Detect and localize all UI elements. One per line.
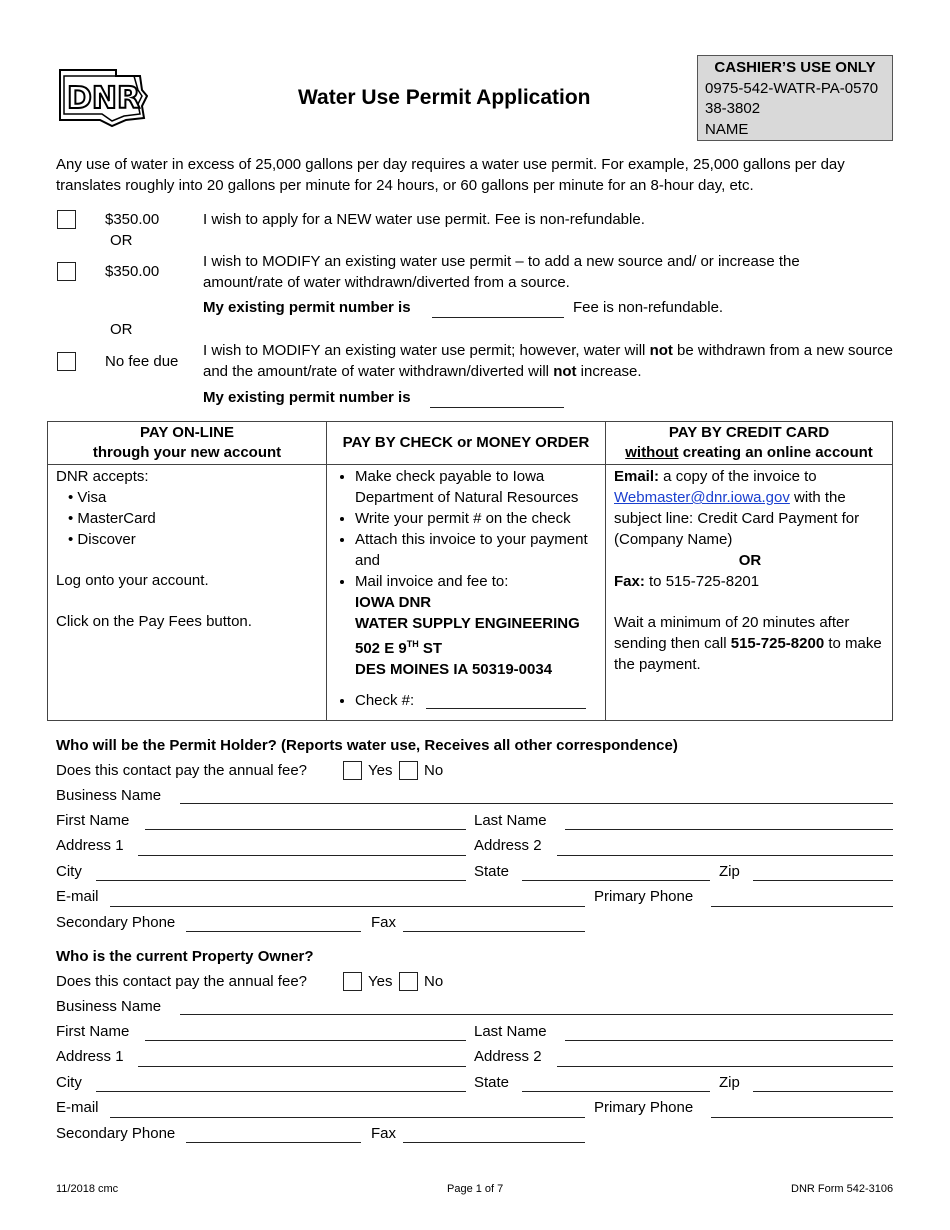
card-fax: Fax: to 515-725-8201 [614, 573, 760, 590]
ph-state-field[interactable] [522, 880, 710, 881]
card-mastercard: • MasterCard [68, 510, 156, 527]
po-email-label: E-mail [56, 1099, 99, 1116]
ph-fee-yes-checkbox[interactable] [343, 761, 362, 780]
ph-primary-phone-label: Primary Phone [594, 888, 694, 905]
new-permit-fee: $350.00 [105, 211, 160, 228]
pay-check-header: PAY BY CHECK or MONEY ORDER [327, 422, 605, 465]
ph-zip-label: Zip [719, 863, 740, 880]
ph-email-field[interactable] [110, 906, 585, 907]
ph-primary-phone-field[interactable] [711, 906, 893, 907]
nofee-permit-number-label: My existing permit number is [203, 389, 411, 406]
modify-fee-note: Fee is non-refundable. [573, 299, 724, 316]
po-zip-field[interactable] [753, 1091, 893, 1092]
po-first-name-field[interactable] [145, 1040, 466, 1041]
mail-address: IOWA DNR WATER SUPPLY ENGINEERING 502 E 9TH ST DES MOINES IA 50319-0034 [355, 594, 580, 678]
ph-business-name-field[interactable] [180, 803, 893, 804]
cashier-box [697, 55, 893, 141]
cashier-heading: CASHIER’S USE ONLY [714, 59, 876, 76]
pay-online-column [48, 422, 327, 720]
po-fee-yes-checkbox[interactable] [343, 972, 362, 991]
pay-card-column [606, 422, 892, 720]
new-permit-checkbox[interactable] [57, 210, 76, 229]
po-city-label: City [56, 1074, 82, 1091]
permit-holder-heading: Who will be the Permit Holder? (Reports water use, Receives all other correspondence) [56, 737, 678, 754]
nofee-text: I wish to MODIFY an existing water use permit; however, water will not be withdrawn from a new source and the amount/rate of water withdrawn/diverted will not increase. [203, 342, 893, 380]
po-secondary-phone-label: Secondary Phone [56, 1125, 176, 1142]
modify-permit-checkbox[interactable] [57, 262, 76, 281]
po-fax-label: Fax [371, 1125, 397, 1142]
card-visa: • Visa [68, 489, 107, 506]
ph-email-label: E-mail [56, 888, 99, 905]
po-last-name-field[interactable] [565, 1040, 893, 1041]
webmaster-email-link[interactable]: Webmaster@dnr.iowa.gov [614, 489, 790, 506]
online-step-2: Click on the Pay Fees button. [56, 613, 252, 630]
po-primary-phone-label: Primary Phone [594, 1099, 694, 1116]
ph-business-name-label: Business Name [56, 787, 162, 804]
po-business-name-label: Business Name [56, 998, 162, 1015]
modify-permit-number-field[interactable] [432, 317, 564, 318]
po-last-name-label: Last Name [474, 1023, 547, 1040]
nofee-permit-number-field[interactable] [430, 407, 564, 408]
ph-address1-label: Address 1 [56, 837, 124, 854]
ph-first-name-label: First Name [56, 812, 130, 829]
po-address2-label: Address 2 [474, 1048, 542, 1065]
po-first-name-label: First Name [56, 1023, 130, 1040]
po-secondary-phone-field[interactable] [186, 1142, 361, 1143]
po-address2-field[interactable] [557, 1066, 893, 1067]
check-item-mail: • Mail invoice and fee to: [355, 571, 599, 592]
ph-fee-no-checkbox[interactable] [399, 761, 418, 780]
ph-address1-field[interactable] [138, 855, 466, 856]
check-item-permit: • Write your permit # on the check [355, 508, 599, 529]
ph-secondary-phone-field[interactable] [186, 931, 361, 932]
ph-address2-label: Address 2 [474, 837, 542, 854]
or-separator-2: OR [110, 321, 133, 338]
po-address1-label: Address 1 [56, 1048, 124, 1065]
new-permit-text: I wish to apply for a NEW water use permit. Fee is non-refundable. [203, 211, 645, 228]
card-or: OR [738, 552, 762, 569]
po-fee-yes-label: Yes [368, 973, 393, 990]
ph-last-name-label: Last Name [474, 812, 547, 829]
footer-date: 11/2018 cmc [56, 1183, 119, 1195]
nofee-permit-checkbox[interactable] [57, 352, 76, 371]
po-fee-no-label: No [424, 973, 444, 990]
ph-address2-field[interactable] [557, 855, 893, 856]
po-state-field[interactable] [522, 1091, 710, 1092]
ph-city-field[interactable] [96, 880, 466, 881]
po-address1-field[interactable] [138, 1066, 466, 1067]
svg-text:DNR: DNR [67, 81, 141, 116]
po-fee-question: Does this contact pay the annual fee? [56, 973, 308, 990]
po-zip-label: Zip [719, 1074, 740, 1091]
footer-form-number: DNR Form 542-3106 [791, 1183, 894, 1195]
ph-secondary-phone-label: Secondary Phone [56, 914, 176, 931]
ph-fee-question: Does this contact pay the annual fee? [56, 762, 308, 779]
check-item-attach: • Attach this invoice to your payment and [355, 529, 599, 571]
modify-permit-text: I wish to MODIFY an existing water use permit – to add a new source and/ or increase the amount/rate of water withdrawn/diverted from a source. [203, 253, 800, 291]
ph-first-name-field[interactable] [145, 829, 466, 830]
ph-fee-yes-label: Yes [368, 762, 393, 779]
ph-fee-no-label: No [424, 762, 444, 779]
po-state-label: State [474, 1074, 510, 1091]
card-list [56, 487, 320, 550]
ph-fax-field[interactable] [403, 931, 585, 932]
cashier-line-1: 0975-542-WATR-PA-0570 [705, 79, 879, 97]
or-separator-1: OR [110, 232, 133, 249]
po-fax-field[interactable] [403, 1142, 585, 1143]
footer-page-number: Page 1 of 7 [447, 1183, 504, 1195]
po-business-name-field[interactable] [180, 1014, 893, 1015]
ph-zip-field[interactable] [753, 880, 893, 881]
pay-card-header: PAY BY CREDIT CARD without creating an online account [606, 422, 892, 465]
pay-check-column [327, 422, 606, 720]
po-fee-no-checkbox[interactable] [399, 972, 418, 991]
po-primary-phone-field[interactable] [711, 1117, 893, 1118]
payment-table [47, 421, 893, 721]
modify-permit-fee: $350.00 [105, 263, 160, 280]
check-number-field[interactable] [426, 708, 586, 709]
dnr-logo [56, 66, 148, 128]
ph-fax-label: Fax [371, 914, 397, 931]
card-wait-instructions: Wait a minimum of 20 minutes after sending then call 515-725-8200 to make the payment. [614, 614, 882, 673]
ph-state-label: State [474, 863, 510, 880]
check-number-label: • Check #: [355, 690, 599, 711]
dnr-accepts: DNR accepts: [56, 468, 149, 485]
cashier-line-3: NAME [705, 120, 749, 138]
po-email-field[interactable] [110, 1117, 585, 1118]
page-title: Water Use Permit Application [298, 86, 591, 109]
card-email-instructions: Email: a copy of the invoice to Webmaster@dnr.iowa.gov with the subject line: Credit Card Payment for (Company Name) [614, 468, 860, 548]
intro-text: Any use of water in excess of 25,000 gallons per day requires a water use permit. For example, 25,000 gallons per day translates roughly into 20 gallons per minute for 24 hours, or 60 gallons per minute for an 8-hour day, etc. [56, 156, 845, 194]
property-owner-heading: Who is the current Property Owner? [56, 948, 314, 965]
pay-online-header: PAY ON-LINE through your new account [48, 422, 326, 465]
ph-last-name-field[interactable] [565, 829, 893, 830]
nofee-label: No fee due [105, 353, 179, 370]
check-item-payable: • Make check payable to Iowa Department of Natural Resources [355, 466, 599, 508]
cashier-line-2: 38-3802 [705, 100, 761, 117]
po-city-field[interactable] [96, 1091, 466, 1092]
ph-city-label: City [56, 863, 82, 880]
online-step-1: Log onto your account. [56, 572, 209, 589]
modify-permit-number-label: My existing permit number is [203, 299, 411, 316]
card-discover: • Discover [68, 531, 136, 548]
